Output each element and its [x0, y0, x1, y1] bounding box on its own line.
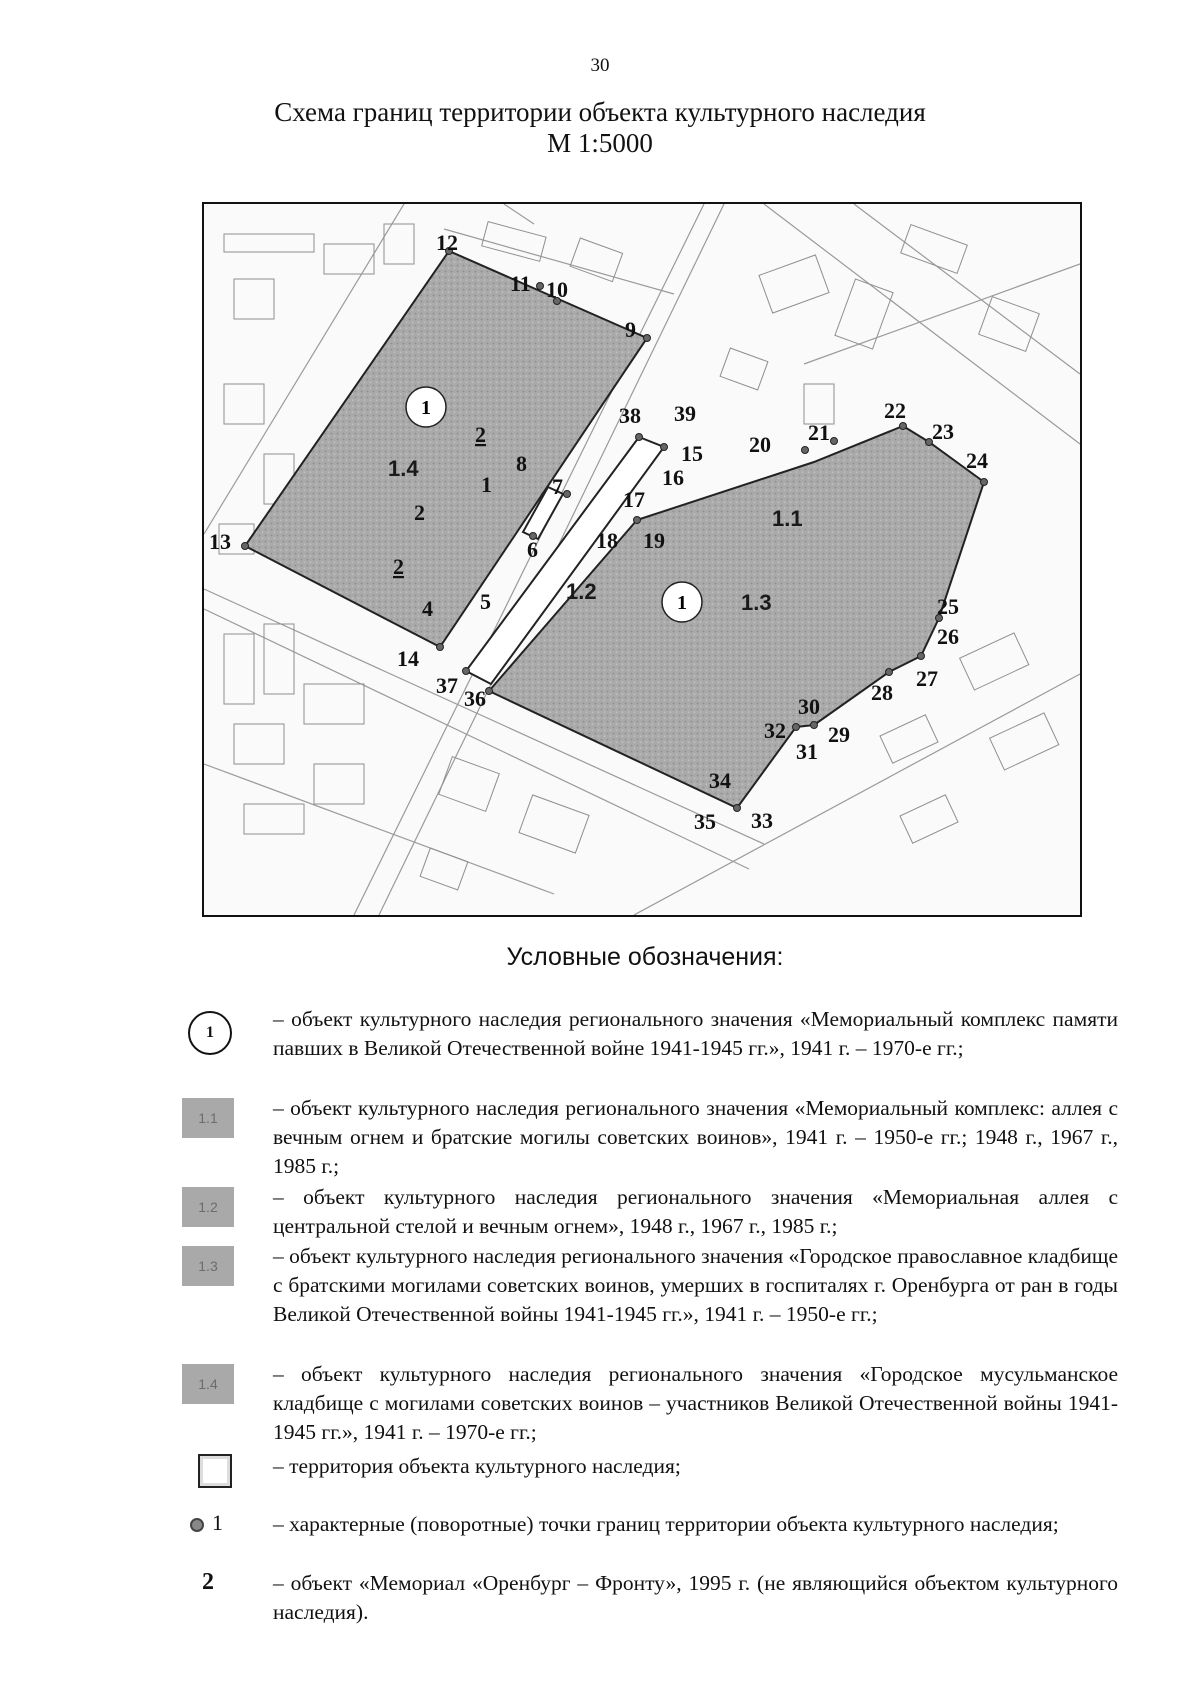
memorial-symbol [180, 1569, 260, 1619]
point-label: 37 [436, 673, 458, 698]
point-marker [190, 1510, 223, 1536]
point-label: 12 [436, 230, 458, 255]
point-label: 8 [516, 451, 527, 476]
zone-1-1-1-3-polygon [489, 426, 984, 808]
memorial-marker: 2 [475, 422, 486, 447]
legend-text: – объект культурного наследия регионального значения «Мемориальный комплекс: аллея с вечным огнем и братские могилы советских воинов», 1941 г. – 1950-е гг.; 1948 г., 1967 г., 1985 г.; [273, 1096, 1118, 1178]
circle-marker-symbol [180, 1005, 260, 1055]
zone-label-1-3: 1.3 [741, 590, 772, 615]
memorial-marker: 2 [393, 554, 404, 579]
zone-swatch [180, 1094, 260, 1144]
point-label: 9 [625, 317, 636, 342]
circle-marker-icon: 1 [188, 1011, 232, 1055]
boundary-map [202, 202, 1082, 917]
object-marker: 1 [677, 592, 687, 614]
point-label: 10 [546, 277, 568, 302]
point-label: 20 [749, 432, 771, 457]
point-label: 23 [932, 419, 954, 444]
zone-swatch [180, 1360, 260, 1410]
point-label: 17 [623, 487, 645, 512]
point-label: 22 [884, 398, 906, 423]
territory-square-symbol [180, 1452, 260, 1502]
swatch-1-4: 1.4 [182, 1364, 234, 1404]
swatch-1-1: 1.1 [182, 1098, 234, 1138]
legend-text: – территория объекта культурного наследия; [273, 1454, 681, 1478]
point-label: 31 [796, 739, 818, 764]
point-label: 36 [464, 686, 486, 711]
point-label: 32 [764, 718, 786, 743]
point-label: 19 [643, 528, 665, 553]
point-label: 6 [527, 537, 538, 562]
point-label: 28 [871, 680, 893, 705]
dot-icon [190, 1518, 204, 1532]
page-number: 30 [590, 55, 610, 76]
point-label: 15 [681, 441, 703, 466]
point-label: 7 [552, 474, 563, 499]
page-title [0, 97, 1200, 159]
point-label: 29 [828, 722, 850, 747]
point-label: 25 [937, 594, 959, 619]
title-scale: М 1:5000 [547, 128, 653, 158]
point-label: 11 [510, 271, 531, 296]
point-label: 38 [619, 403, 641, 428]
zone-swatch [180, 1242, 260, 1292]
object-marker: 1 [421, 397, 431, 419]
memorial-number: 2 [202, 1569, 214, 1595]
legend-text: – объект культурного наследия регионального значения «Мемориальная аллея с центральной стелой и вечным огнем», 1948 г., 1967 г., 1985 г.; [273, 1185, 1118, 1238]
title-line-1: Схема границ территории объекта культурного наследия [274, 97, 926, 127]
zone-swatch [180, 1183, 260, 1233]
zone-label-1-1: 1.1 [772, 506, 803, 531]
legend-title: Условные обозначения: [506, 943, 784, 971]
point-label: 13 [209, 529, 231, 554]
memorial-marker: 2 [414, 500, 425, 525]
point-label: 18 [596, 528, 618, 553]
swatch-1-3: 1.3 [182, 1246, 234, 1286]
point-label: 1 [481, 472, 492, 497]
point-label: 5 [480, 589, 491, 614]
point-label: 35 [694, 809, 716, 834]
legend-text: – характерные (поворотные) точки границ территории объекта культурного наследия; [273, 1512, 1059, 1536]
point-label: 21 [808, 420, 830, 445]
point-label: 30 [798, 694, 820, 719]
legend-text: – объект культурного наследия регионального значения «Городское мусульманское кладбище с могилами советских воинов – участников Великой Отечественной войны 1941-1945 гг.», 1941 г. – 1970-е гг.; [273, 1362, 1118, 1444]
point-label: 33 [751, 808, 773, 833]
point-label: 24 [966, 448, 988, 473]
point-label: 27 [916, 666, 938, 691]
legend-text: – объект «Мемориал «Оренбург – Фронту», 1995 г. (не являющийся объектом культурного наследия). [273, 1571, 1118, 1624]
point-label: 16 [662, 465, 684, 490]
square-icon [198, 1454, 232, 1488]
map-svg [204, 204, 1080, 915]
zone-label-1-2: 1.2 [566, 579, 597, 604]
legend-text: – объект культурного наследия регионального значения «Городское православное кладбище с братскими могилами советских воинов, умерших в госпиталях г. Оренбурга от ран в годы Великой Отечественной войны 1941-1945 гг.», 1941 г. – 1950-е гг.; [273, 1244, 1118, 1326]
point-label: 4 [422, 596, 433, 621]
point-label: 39 [674, 401, 696, 426]
point-symbol-number: 1 [212, 1510, 223, 1535]
point-label: 34 [709, 768, 731, 793]
point-label: 14 [397, 646, 419, 671]
legend-text: – объект культурного наследия регионального значения «Мемориальный комплекс памяти павших в Великой Отечественной войне 1941-1945 гг.», 1941 г. – 1970-е гг.; [273, 1007, 1118, 1060]
point-label: 26 [937, 624, 959, 649]
zone-label-1-4: 1.4 [388, 456, 419, 481]
swatch-1-2: 1.2 [182, 1187, 234, 1227]
point-symbol [180, 1510, 260, 1560]
